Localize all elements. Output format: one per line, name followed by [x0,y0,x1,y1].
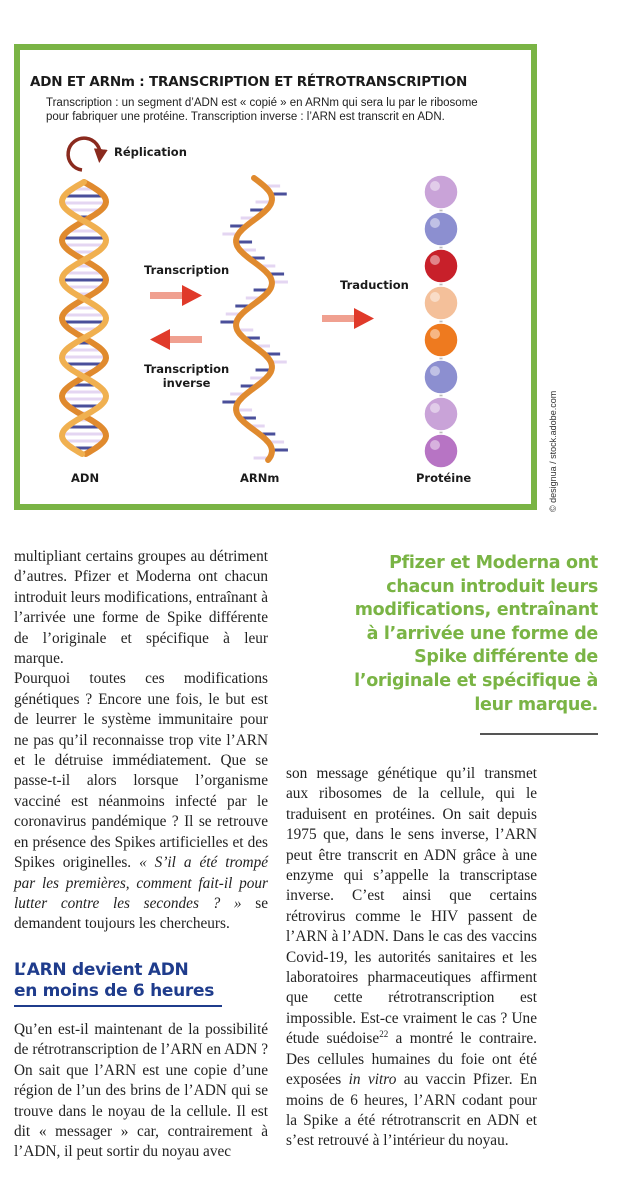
paragraph: multipliant certains groupes au détriment d’autres. Pfizer et Moderna ont chacun introduit leurs modifications, entraînant à l’arrivée une forme de Spike différente de l’originale et spécifique à leur marque. [14,548,268,668]
quote: « S’il a été trompé par les premières, comment fait-il pour lutter contre les secondes ? » [14,854,269,912]
figure-subtitle-line: pour fabriquer une protéine. Transcription inverse : l’ARN est transcrit en ADN. [46,111,445,123]
label-translation: Traduction [340,278,409,292]
transcription-arrow-icon [150,285,202,306]
amino-acid-bead [424,434,458,468]
section-heading: L’ARN devient ADN en moins de 6 heures [14,960,215,1001]
figure-subtitle-line: Transcription : un segment d’ADN est « copié » en ARNm qui sera lu par le ribosome [46,97,478,109]
label-adn: ADN [71,471,100,485]
photo-credit: © designua / stock.adobe.com [548,390,558,512]
amino-acid-bead [424,323,458,357]
amino-acid-bead [424,397,458,431]
article-column-left-top [14,547,268,935]
label-replication: Réplication [114,145,187,159]
pull-quote-rule [480,733,598,735]
protein-chain-icon [424,175,458,468]
amino-acid-bead [424,175,458,209]
figure-title: ADN ET ARNm : TRANSCRIPTION ET RÉTROTRANSCRIPTION [30,74,468,90]
replication-arrow-icon [68,138,100,170]
paragraph: Qu’en est-il maintenant de la possibilité de rétrotranscription de l’ARN en ADN ? On sait que l’ARN est une copie d’une région de l’un des brins de l’ADN qui se trouve dans le noyau de la cellule. Il est dit « messager » car, contrairement à l’ADN, il peut sortir du noyau avec [14,1021,268,1161]
dna-strand [62,182,106,454]
paragraph: Pourquoi toutes ces modifications génétiques ? Encore une fois, le but est de leurrer le système immunitaire pour ne pas qu’il reconnaisse trop vite l’ARN et le détruise immédiatement. Que se passe-t-il alors lorsque l’organisme vacciné est néanmoins infecté par le coronavirus pandémique ? Il se retrouve en présence des Spikes artificielles et des Spikes originelles. « S’il a été trompé par les premières, comment fait-il pour lutter contre les secondes ? » se demandent toujours les chercheurs. [14,670,269,933]
dna-helix-icon [62,182,106,455]
footnote-ref: 22 [379,1029,389,1040]
label-reverse-transcription: Transcription inverse [144,362,230,390]
label-transcription: Transcription [144,263,230,277]
amino-acid-bead [424,286,458,320]
section-heading-rule [14,1005,222,1007]
label-arnm: ARNm [240,471,280,485]
paragraph: son message génétique qu’il transmet aux ribosomes de la cellule, qui le traduisent en protéines. On sait depuis 1975 que, dans le sens inverse, l’ARN peut être transcrit en ADN grâce à une enzyme qui s’appelle la transcriptase inverse. C’est ainsi que certains rétrovirus comme le HIV passent de l’ARN à l’ADN. Dans le cas des vaccins Covid-19, les autorités sanitaires et les laboratoires pharmaceutiques affirment que cette rétrotranscription est impossible. Est-ce vraiment le cas ? Une étude suédoise$^{22}$ a montré le contraire. Des cellules humaines du foie ont été exposées in vitro au vaccin Pfizer. En moins de 6 heures, l’ARN codant pour la Spike a été rétrotranscrit en ADN et s’est retrouvé à l’intérieur du noyau. [286,765,537,1150]
amino-acid-bead [424,249,458,283]
reverse-transcription-arrow-icon [150,329,202,350]
amino-acid-bead [424,360,458,394]
label-proteine: Protéine [416,471,472,485]
article-column-left-bottom [14,1020,268,1163]
dna-illustration [20,130,531,500]
translation-arrow-icon [322,308,374,329]
amino-acid-bead [424,212,458,246]
mrna-strand-icon [220,178,287,460]
article-column-right [286,764,537,1152]
pull-quote: Pfizer et Moderna ont chacun introduit leurs modifications, entraînant à l’arrivée une forme de Spike différente de l’originale et spécifique à leur marque. [354,553,598,715]
figure-subtitle [46,96,516,124]
